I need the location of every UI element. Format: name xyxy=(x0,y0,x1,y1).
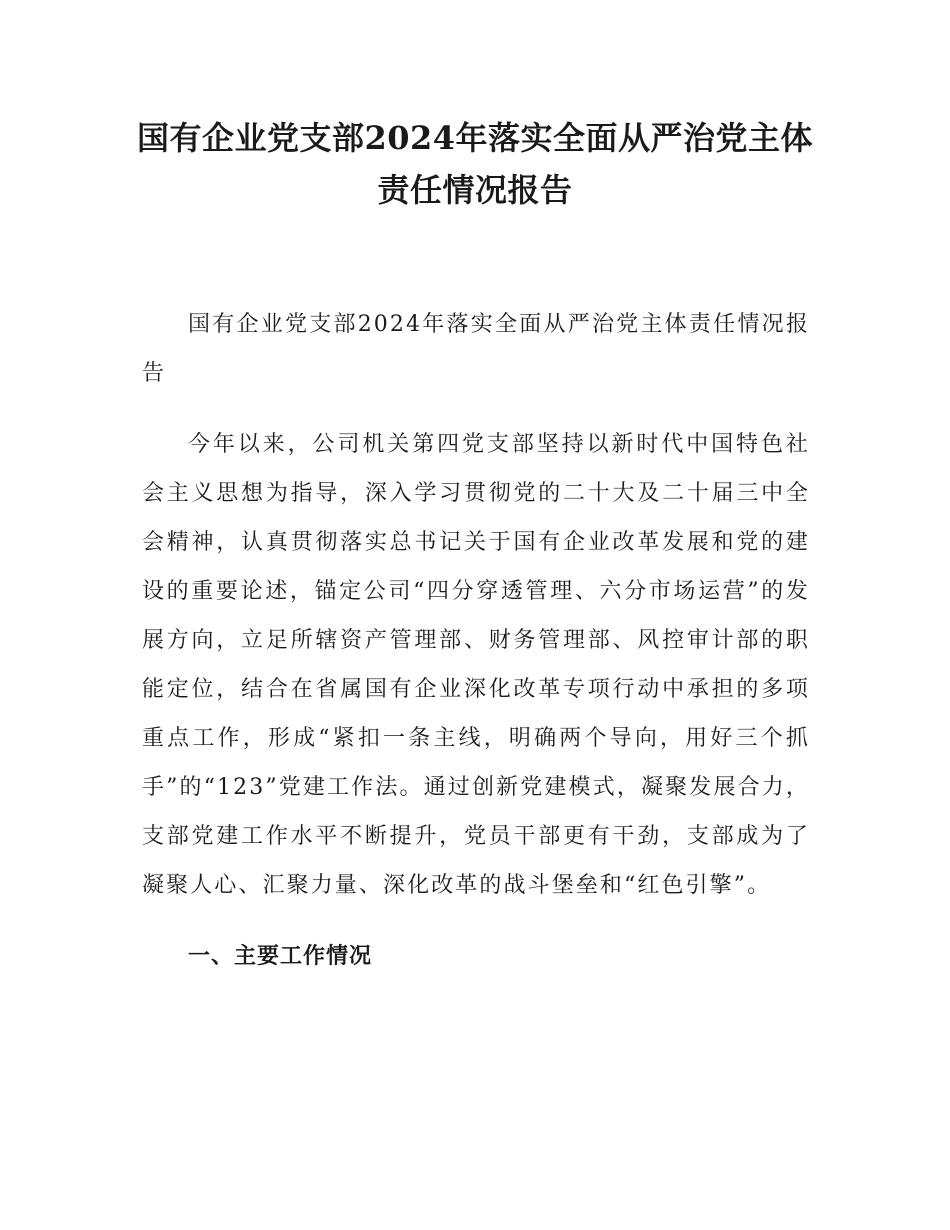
section-heading: 一、主要工作情况 xyxy=(188,944,373,969)
intro-paragraph: 今年以来，公司机关第四党支部坚持以新时代中国特色社会主义思想为指导，深入学习贯彻党的二十大及二十届三中全会精神，认真贯彻落实总书记关于国有企业改革发展和党的建设的重要论述，锚定公司“四分穿透管理、六分市场运营”的发展方向，立足所辖资产管理部、财务管理部、风控审计部的职能定位，结合在省属国有企业深化改革专项行动中承担的多项重点工作，形成“紧扣一条主线，明确两个导向，用好三个抓手”的“123”党建工作法。通过创新党建模式，凝聚发展合力，支部党建工作水平不断提升，党员干部更有干劲，支部成为了凝聚人心、汇聚力量、深化改革的战斗堡垒和“红色引擎”。 xyxy=(142,432,810,898)
subtitle-paragraph: 国有企业党支部2024年落实全面从严治党主体责任情况报告 xyxy=(142,312,810,386)
document-body xyxy=(142,300,810,981)
document-title: 国有企业党支部2024年落实全面从严治党主体责任情况报告 xyxy=(136,119,814,209)
